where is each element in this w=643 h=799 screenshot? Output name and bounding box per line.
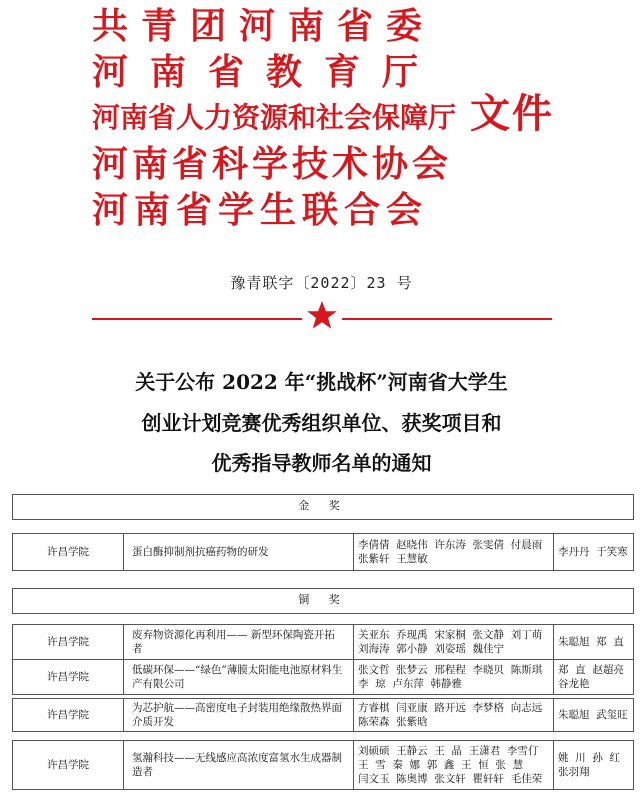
project-cell: 废弃物资源化再利用—— 新型环保陶瓷开拓者 [124, 625, 354, 659]
bronze-award-table-3 [12, 740, 634, 790]
gold-award-section [12, 494, 634, 520]
org-name-hr-dept: 河南省人力资源和社会保障厅 [92, 101, 457, 134]
members-cell: 关亚东 乔现禹 宋家桐 张文静 刘丁萌 刘海涛 郭小静 刘姿瑶 魏佳宁 [358, 629, 543, 655]
table-row [13, 534, 633, 570]
document-type-label: 文件 [470, 90, 554, 137]
school-cell: 许昌学院 [13, 625, 124, 659]
school-cell: 许昌学院 [13, 741, 124, 789]
members-cell: 张文哲 张梦云 邢程程 李晓贝 陈斯琪 李 琼 卢东萍 韩静雅 [358, 664, 543, 690]
members-cell: 方睿棋 闫亚康 路开远 李梦格 向志远 陈荣森 张紫晗 [358, 702, 543, 728]
section-title-gold: 金 奖 [298, 499, 348, 512]
org-name-student-union: 河南省学生联合会 [92, 189, 429, 231]
notice-title-line-1: 关于公布 2022 年“挑战杯”河南省大学生 [135, 370, 508, 394]
gold-award-table [12, 533, 634, 571]
school-cell: 许昌学院 [13, 699, 124, 731]
advisors-cell: 李丹丹 于笑寒 [558, 546, 628, 558]
notice-title-line-3: 优秀指导教师名单的通知 [211, 451, 432, 475]
table-row [13, 741, 633, 789]
members-cell: 李倩倩 赵晓伟 许东涛 张雯倩 付晨雨 张紫轩 王慧敏 [358, 539, 543, 565]
section-title-bronze: 铜 奖 [298, 593, 348, 606]
org-name-education-dept: 河南省教育厅 [92, 51, 441, 93]
project-cell: 氢瀚科技——无线感应高浓度富氢水生成器制造者 [124, 741, 354, 789]
advisors-cell: 朱聪旭 武玺旺 [558, 709, 628, 721]
advisors-cell: 郑 直 赵超亮 谷龙艳 [558, 664, 624, 690]
table-row [13, 625, 633, 659]
red-star-icon [306, 300, 338, 332]
bronze-award-section [12, 588, 634, 614]
red-divider-right [342, 318, 552, 320]
advisors-cell: 姚 川 孙 红 张羽翔 [558, 752, 621, 778]
table-row [13, 659, 633, 694]
bronze-award-table-2 [12, 698, 634, 732]
document-number: 豫青联字〔2022〕23 号 [230, 274, 413, 292]
project-cell: 低碳环保——“绿色”薄膜太阳能电池原材料生产有限公司 [124, 660, 354, 694]
school-cell: 许昌学院 [13, 660, 124, 694]
school-cell: 许昌学院 [13, 534, 124, 570]
bronze-award-table-1 [12, 624, 634, 695]
red-divider-left [92, 318, 302, 320]
project-cell: 为芯护航——高密度电子封装用绝缘散热界面介质开发 [124, 699, 354, 731]
org-name-youth-league: 共青团河南省委 [92, 5, 436, 47]
project-cell: 蛋白酶抑制剂抗癌药物的研发 [124, 534, 354, 570]
members-cell: 刘硕硕 王静云 王 晶 王潇君 李雪仃 王 雪 秦 娜 郭 鑫 王 恒 张 慧 闫文玉 陈奥博 张文轩 瞿轩轩 毛佳荣 [358, 745, 543, 785]
org-name-science-assoc: 河南省科学技术协会 [92, 143, 453, 185]
notice-title-line-2: 创业计划竞赛优秀组织单位、获奖项目和 [141, 411, 502, 435]
advisors-cell: 朱聪旭 郑 直 [558, 636, 624, 648]
table-row [13, 699, 633, 731]
